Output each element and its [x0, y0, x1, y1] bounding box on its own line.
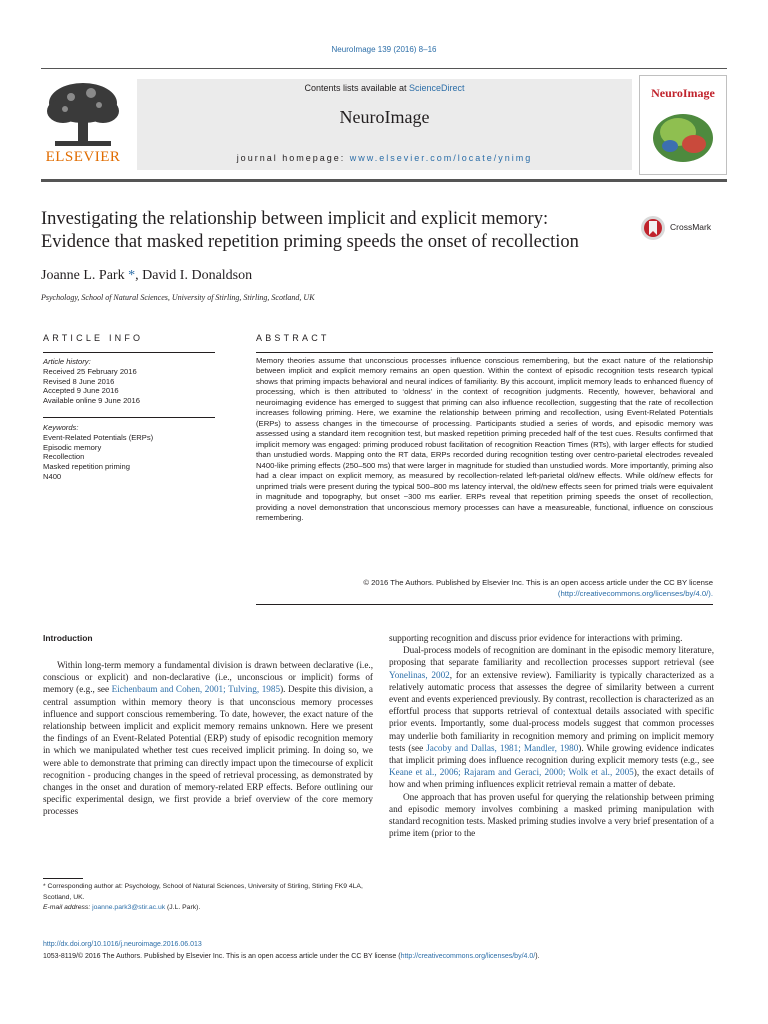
keyword-item: Episodic memory [43, 442, 102, 452]
divider [43, 352, 215, 353]
reference-link[interactable]: Yonelinas, 2002 [389, 669, 450, 680]
license-suffix: ). [535, 953, 540, 960]
homepage-line [137, 153, 632, 163]
intro-paragraph-continued: supporting recognition and discuss prior evidence for interactions with priming. [389, 633, 683, 643]
introduction-heading: Introduction [43, 633, 93, 643]
divider [256, 604, 713, 605]
sciencedirect-link[interactable]: ScienceDirect [409, 83, 465, 93]
corresponding-author-mark[interactable]: * [128, 268, 136, 283]
corresponding-author-footnote [43, 882, 373, 914]
journal-banner [41, 68, 727, 182]
paragraph-text: ). Despite this division, a central assumption within memory theory is that unconscious memory processes influence and support conscious remembering. To date, however, the exact nature of the relationship between implicit and explicit memory remains unknown. Here we present the findings of an Event-Related Potential (ERP) study of episodic recognition memory in which we manipulated whether test cues received implicit priming. In doing so, we were able to demonstrate that priming can directly impact upon the timecourse of explicit recognition - producing changes in the speed of retrieval processing, as demonstrated by changes in the onset and duration of memory-related ERP effects. Before outlining our specific experimental design, we first provide a brief overview of the core memory processes [43, 684, 373, 817]
license-footer-link[interactable]: http://creativecommons.org/licenses/by/4.0/ [400, 953, 536, 960]
abstract-heading: ABSTRACT [256, 333, 330, 343]
reference-link[interactable]: Jacoby and Dallas, 1981; Mandler, 1980 [426, 742, 579, 753]
paragraph-text: Dual-process models of recognition are dominant in the episodic memory literature, proposing that separate familiarity and recollection processes support retrieval (see [389, 645, 714, 668]
journal-homepage-link[interactable]: www.elsevier.com/locate/ynimg [349, 153, 533, 163]
right-column [389, 632, 714, 839]
journal-title: NeuroImage [339, 107, 430, 127]
contents-line [137, 83, 632, 93]
copyright-line: © 2016 The Authors. Published by Elsevier Inc. This is an open access article under the CC BY license [363, 578, 713, 587]
reference-link[interactable]: Keane et al., 2006; Rajaram and Geraci, 2000; Wolk et al., 2005 [389, 767, 634, 778]
footnote-divider [43, 878, 83, 879]
elsevier-wordmark: ELSEVIER [45, 149, 121, 165]
author-email-link[interactable]: joanne.park3@stir.ac.uk [92, 904, 166, 911]
intro-paragraph-1 [43, 659, 373, 818]
footnote-email-line [43, 903, 373, 914]
divider [256, 352, 713, 353]
author-list [41, 268, 252, 284]
paragraph-text: ). While growing evidence indicates that implicit priming does influence recognition during explicit memory tests (e.g., see [389, 742, 715, 766]
license-footer [43, 953, 539, 960]
author-park: Joanne L. Park [41, 268, 129, 283]
article-info-heading: ARTICLE INFO [43, 333, 144, 343]
keyword-item: Event-Related Potentials (ERPs) [43, 432, 154, 442]
journal-cover-thumbnail[interactable] [639, 75, 727, 175]
history-accepted: Accepted 9 June 2016 [43, 386, 119, 396]
cover-title: NeuroImage [651, 86, 715, 100]
doi-link[interactable]: http://dx.doi.org/10.1016/j.neuroimage.2016.06.013 [43, 941, 202, 948]
journal-info-box [137, 79, 632, 170]
title-line-2: Evidence that masked repetition priming speeds the onset of recollection [41, 232, 579, 252]
keyword-item: Recollection [43, 452, 85, 462]
abstract-text: Memory theories assume that unconscious processes influence conscious remembering, but the exact nature of the relationship between implicit and explicit memory remains an open question. Within the context of episodic recognition tests research typical shows that priming impacts behavioral and neural indices of familiarity. By this account, implicit memory leads to enhanced fluency of processing, which is then attributed to ‘oldness’ in the context of recognition judgments. Recently, however, behavioral and neuroimaging evidence has emerged to suggest that priming can also influence recollection, suggesting that the rate of recollection increases following priming. Here, we examine the relationship between priming and recollection, using Event-Related Potentials (ERPs) to assess changes in the timecourse of processing. Participants studied a series of words, and episodic memory was assessed using a standard item recognition test, but masked repetition priming preceded half of the test cues. Results confirmed that implicit memory was engaged: priming produced robust facilitation of recognition Reaction Times (RTs), with larger effects for studied than unstudied words. Mapping onto the RT data, ERPs recorded during recognition testing over centro-parietal electrodes revealed N400-like priming effects (250–500 ms) that were larger in magnitude for studied than unstudied words. More importantly, priming also had a clear impact on explicit memory, as measured by recollection-related left-parietal old/new effects. While old/new effects for unprimed trials were present during the typical 500–800 ms latency interval, the old/new effects seen for primed trials were equivalent in magnitude and topography, but onset ~300 ms earlier. ERPs reveal that repetition priming speeds the onset of recollection, providing a novel demonstration that unconscious memory processes can have a measureable, functional, influence on conscious remembering. [256, 356, 713, 523]
keyword-item: Masked repetition priming [43, 462, 130, 472]
author-affiliation: Psychology, School of Natural Sciences, University of Stirling, Stirling, Scotland, UK [41, 293, 315, 302]
author-donaldson: , David I. Donaldson [135, 268, 253, 283]
abstract-copyright [256, 577, 713, 599]
paragraph-text: Within long-term memory a fundamental division is drawn between declarative (i.e., conscious or explicit) and non-declarative (i.e., unconscious or implicit) forms of memory (e.g., see [43, 660, 373, 695]
history-received: Received 25 February 2016 [43, 366, 137, 376]
keywords-label: Keywords: [43, 423, 79, 432]
history-label: Article history: [43, 357, 91, 366]
intro-paragraph-2 [389, 644, 714, 790]
footnote-address: * Corresponding author at: Psychology, School of Natural Sciences, University of Stirling, Stirling FK9 4LA, Scotland, UK. [43, 883, 363, 901]
cover-brain-image [648, 106, 718, 166]
crossmark-badge[interactable] [640, 215, 730, 243]
article-history [43, 357, 140, 406]
divider [43, 417, 215, 418]
crossmark-label: CrossMark [670, 222, 712, 232]
contents-prefix: Contents lists available at [304, 83, 410, 93]
keyword-list [43, 423, 153, 482]
paragraph-text: ), the exact details of how and when priming influences explicit retrieval remain a matter of debate. [389, 767, 714, 790]
left-column [43, 659, 373, 818]
homepage-prefix: journal homepage: [236, 153, 350, 163]
title-line-1: Investigating the relationship between implicit and explicit memory: [41, 209, 549, 229]
crossmark-icon [640, 215, 666, 241]
journal-citation[interactable]: NeuroImage 139 (2016) 8–16 [331, 45, 437, 54]
email-suffix: (J.L. Park). [165, 904, 201, 911]
paragraph-text: , for an extensive review). Familiarity is typically characterized as a relatively automatic process that assesses the degree of similarity between a current event and events experienced previously. By contrast, recollection is characterized as an effortful process that supports retrieval of contextual details associated with specific prior events. Importantly, some dual-process models suggest that common processes may underlie both familiarity in recognition memory and priming on implicit memory tests (see [389, 669, 714, 753]
email-label: E-mail address: [43, 904, 93, 911]
license-prefix: 1053-8119/© 2016 The Authors. Published by Elsevier Inc. This is an open access article under the CC BY license ( [43, 953, 401, 960]
intro-paragraph-3: One approach that has proven useful for querying the relationship between priming and episodic memory involves combining a masked priming manipulation with standard recognition tests. Masked priming studies involve a very brief presentation of a prime item (prior to the [389, 791, 714, 839]
cc-license-link[interactable]: (http://creativecommons.org/licenses/by/4.0/). [557, 589, 713, 598]
article-title [41, 208, 621, 254]
history-online: Available online 9 June 2016 [43, 396, 140, 406]
keyword-item: N400 [43, 471, 62, 481]
history-revised: Revised 8 June 2016 [43, 376, 115, 386]
reference-link[interactable]: Eichenbaum and Cohen, 2001; Tulving, 1985 [111, 684, 281, 695]
